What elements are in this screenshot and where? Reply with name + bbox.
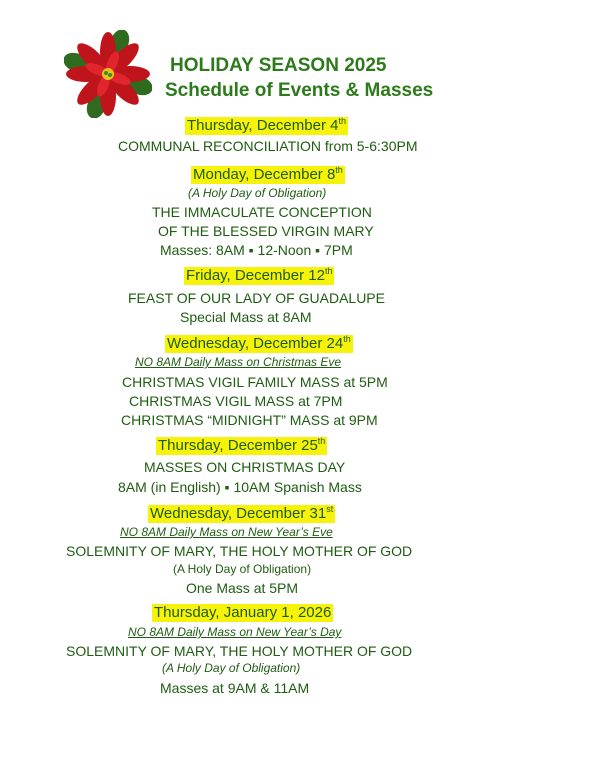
event-note: (A Holy Day of Obligation) <box>188 186 327 200</box>
event-date: Thursday, December 25th <box>158 436 326 454</box>
event-line: SOLEMNITY OF MARY, THE HOLY MOTHER OF GOD <box>66 543 413 559</box>
event-line: CHRISTMAS “MIDNIGHT” MASS at 9PM <box>121 412 378 428</box>
event-line: (A Holy Day of Obligation) <box>173 562 312 576</box>
event-date: Thursday, January 1, 2026 <box>154 604 332 621</box>
event-date: Monday, December 8th <box>193 165 343 183</box>
event-line: FEAST OF OUR LADY OF GUADALUPE <box>128 290 385 306</box>
page-title: HOLIDAY SEASON 2025 <box>170 55 387 76</box>
event-line: Masses at 9AM & 11AM <box>160 680 310 696</box>
event-line: SOLEMNITY OF MARY, THE HOLY MOTHER OF GOD <box>66 643 413 659</box>
event-note: NO 8AM Daily Mass on New Year’s Day <box>128 625 342 639</box>
event-line: Special Mass at 8AM <box>180 309 312 325</box>
event-line: MASSES ON CHRISTMAS DAY <box>144 459 346 475</box>
event-line: CHRISTMAS VIGIL MASS at 7PM <box>129 393 343 409</box>
event-line: 8AM (in English) ▪ 10AM Spanish Mass <box>118 479 362 495</box>
event-line: One Mass at 5PM <box>186 580 299 596</box>
event-line: THE IMMACULATE CONCEPTION <box>152 204 372 220</box>
event-line: (A Holy Day of Obligation) <box>162 661 301 675</box>
event-date: Thursday, December 4th <box>187 116 346 134</box>
poinsettia-icon <box>64 30 152 118</box>
event-date: Wednesday, December 24th <box>167 334 351 352</box>
event-line: Masses: 8AM ▪ 12-Noon ▪ 7PM <box>160 242 353 258</box>
page-subtitle: Schedule of Events & Masses <box>165 80 434 101</box>
event-line: COMMUNAL RECONCILIATION from 5-6:30PM <box>118 138 418 154</box>
event-date: Friday, December 12th <box>186 266 333 284</box>
event-line: OF THE BLESSED VIRGIN MARY <box>158 223 374 239</box>
event-note: NO 8AM Daily Mass on New Year’s Eve <box>120 525 333 539</box>
event-note: NO 8AM Daily Mass on Christmas Eve <box>135 355 342 369</box>
event-date: Wednesday, December 31st <box>150 504 334 522</box>
event-line: CHRISTMAS VIGIL FAMILY MASS at 5PM <box>122 374 388 390</box>
